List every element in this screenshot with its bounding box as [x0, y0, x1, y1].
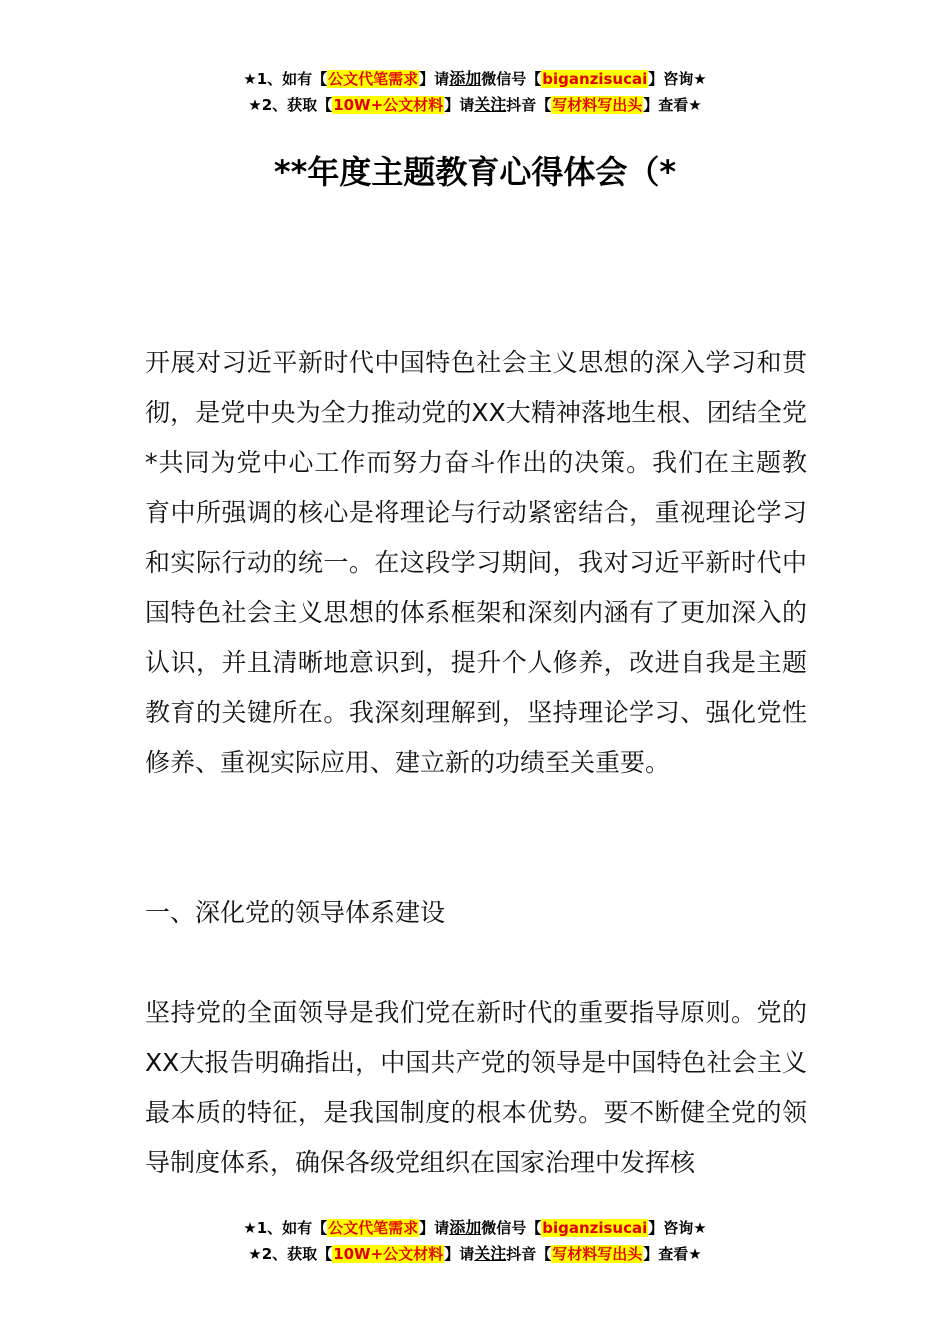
promo-highlight: biganzisucai	[542, 1219, 648, 1237]
promo-emphasis: 添加	[449, 69, 482, 88]
promo-line-2	[0, 92, 950, 118]
promo-text: ★2、获取【	[248, 96, 333, 114]
promo-highlight: 公文代笔需求	[328, 70, 419, 88]
promo-banner-bottom	[0, 1215, 950, 1267]
promo-text: 微信号【	[481, 1219, 542, 1237]
promo-emphasis: 关注	[474, 1244, 507, 1263]
promo-emphasis: 关注	[474, 95, 507, 114]
promo-text: 】请	[419, 1219, 450, 1237]
promo-text: 微信号【	[481, 70, 542, 88]
promo-text: 】查看★	[643, 1245, 702, 1263]
promo-text: ★1、如有【	[243, 1219, 328, 1237]
promo-text: 抖音【	[506, 96, 552, 114]
promo-highlight: 写材料写出头	[552, 1245, 643, 1263]
promo-text: ★1、如有【	[243, 70, 328, 88]
promo-text: ★2、获取【	[248, 1245, 333, 1263]
section-heading: 一、深化党的领导体系建设	[145, 898, 446, 927]
promo-text: 】咨询★	[648, 70, 707, 88]
promo-highlight: 10W+公文材料	[333, 96, 444, 114]
promo-text: 】查看★	[643, 96, 702, 114]
promo-highlight: 写材料写出头	[552, 96, 643, 114]
promo-banner-top	[0, 66, 950, 118]
promo-emphasis: 添加	[449, 1218, 482, 1237]
section-paragraph: 坚持党的全面领导是我们党在新时代的重要指导原则。党的XX大报告明确指出，中国共产党的领导是中国特色社会主义最本质的特征，是我国制度的根本优势。要不断健全党的领导制度体系，确保各级党组织在国家治理中发挥核	[145, 998, 807, 1177]
promo-text: 】请	[419, 70, 450, 88]
promo-line-1	[0, 1215, 950, 1241]
promo-text: 】请	[444, 1245, 475, 1263]
promo-line-1	[0, 66, 950, 92]
promo-highlight: biganzisucai	[542, 70, 648, 88]
promo-text: 】请	[444, 96, 475, 114]
promo-line-2	[0, 1241, 950, 1267]
promo-text: 】咨询★	[648, 1219, 707, 1237]
document-title: **年度主题教育心得体会（*	[273, 153, 677, 191]
intro-paragraph: 开展对习近平新时代中国特色社会主义思想的深入学习和贯彻，是党中央为全力推动党的XX大精神落地生根、团结全党*共同为党中心工作而努力奋斗作出的决策。我们在主题教育中所强调的核心是将理论与行动紧密结合，重视理论学习和实际行动的统一。在这段学习期间，我对习近平新时代中国特色社会主义思想的体系框架和深刻内涵有了更加深入的认识，并且清晰地意识到，提升个人修养，改进自我是主题教育的关键所在。我深刻理解到，坚持理论学习、强化党性修养、重视实际应用、建立新的功绩至关重要。	[145, 348, 807, 777]
promo-text: 抖音【	[506, 1245, 552, 1263]
promo-highlight: 公文代笔需求	[328, 1219, 419, 1237]
promo-highlight: 10W+公文材料	[333, 1245, 444, 1263]
